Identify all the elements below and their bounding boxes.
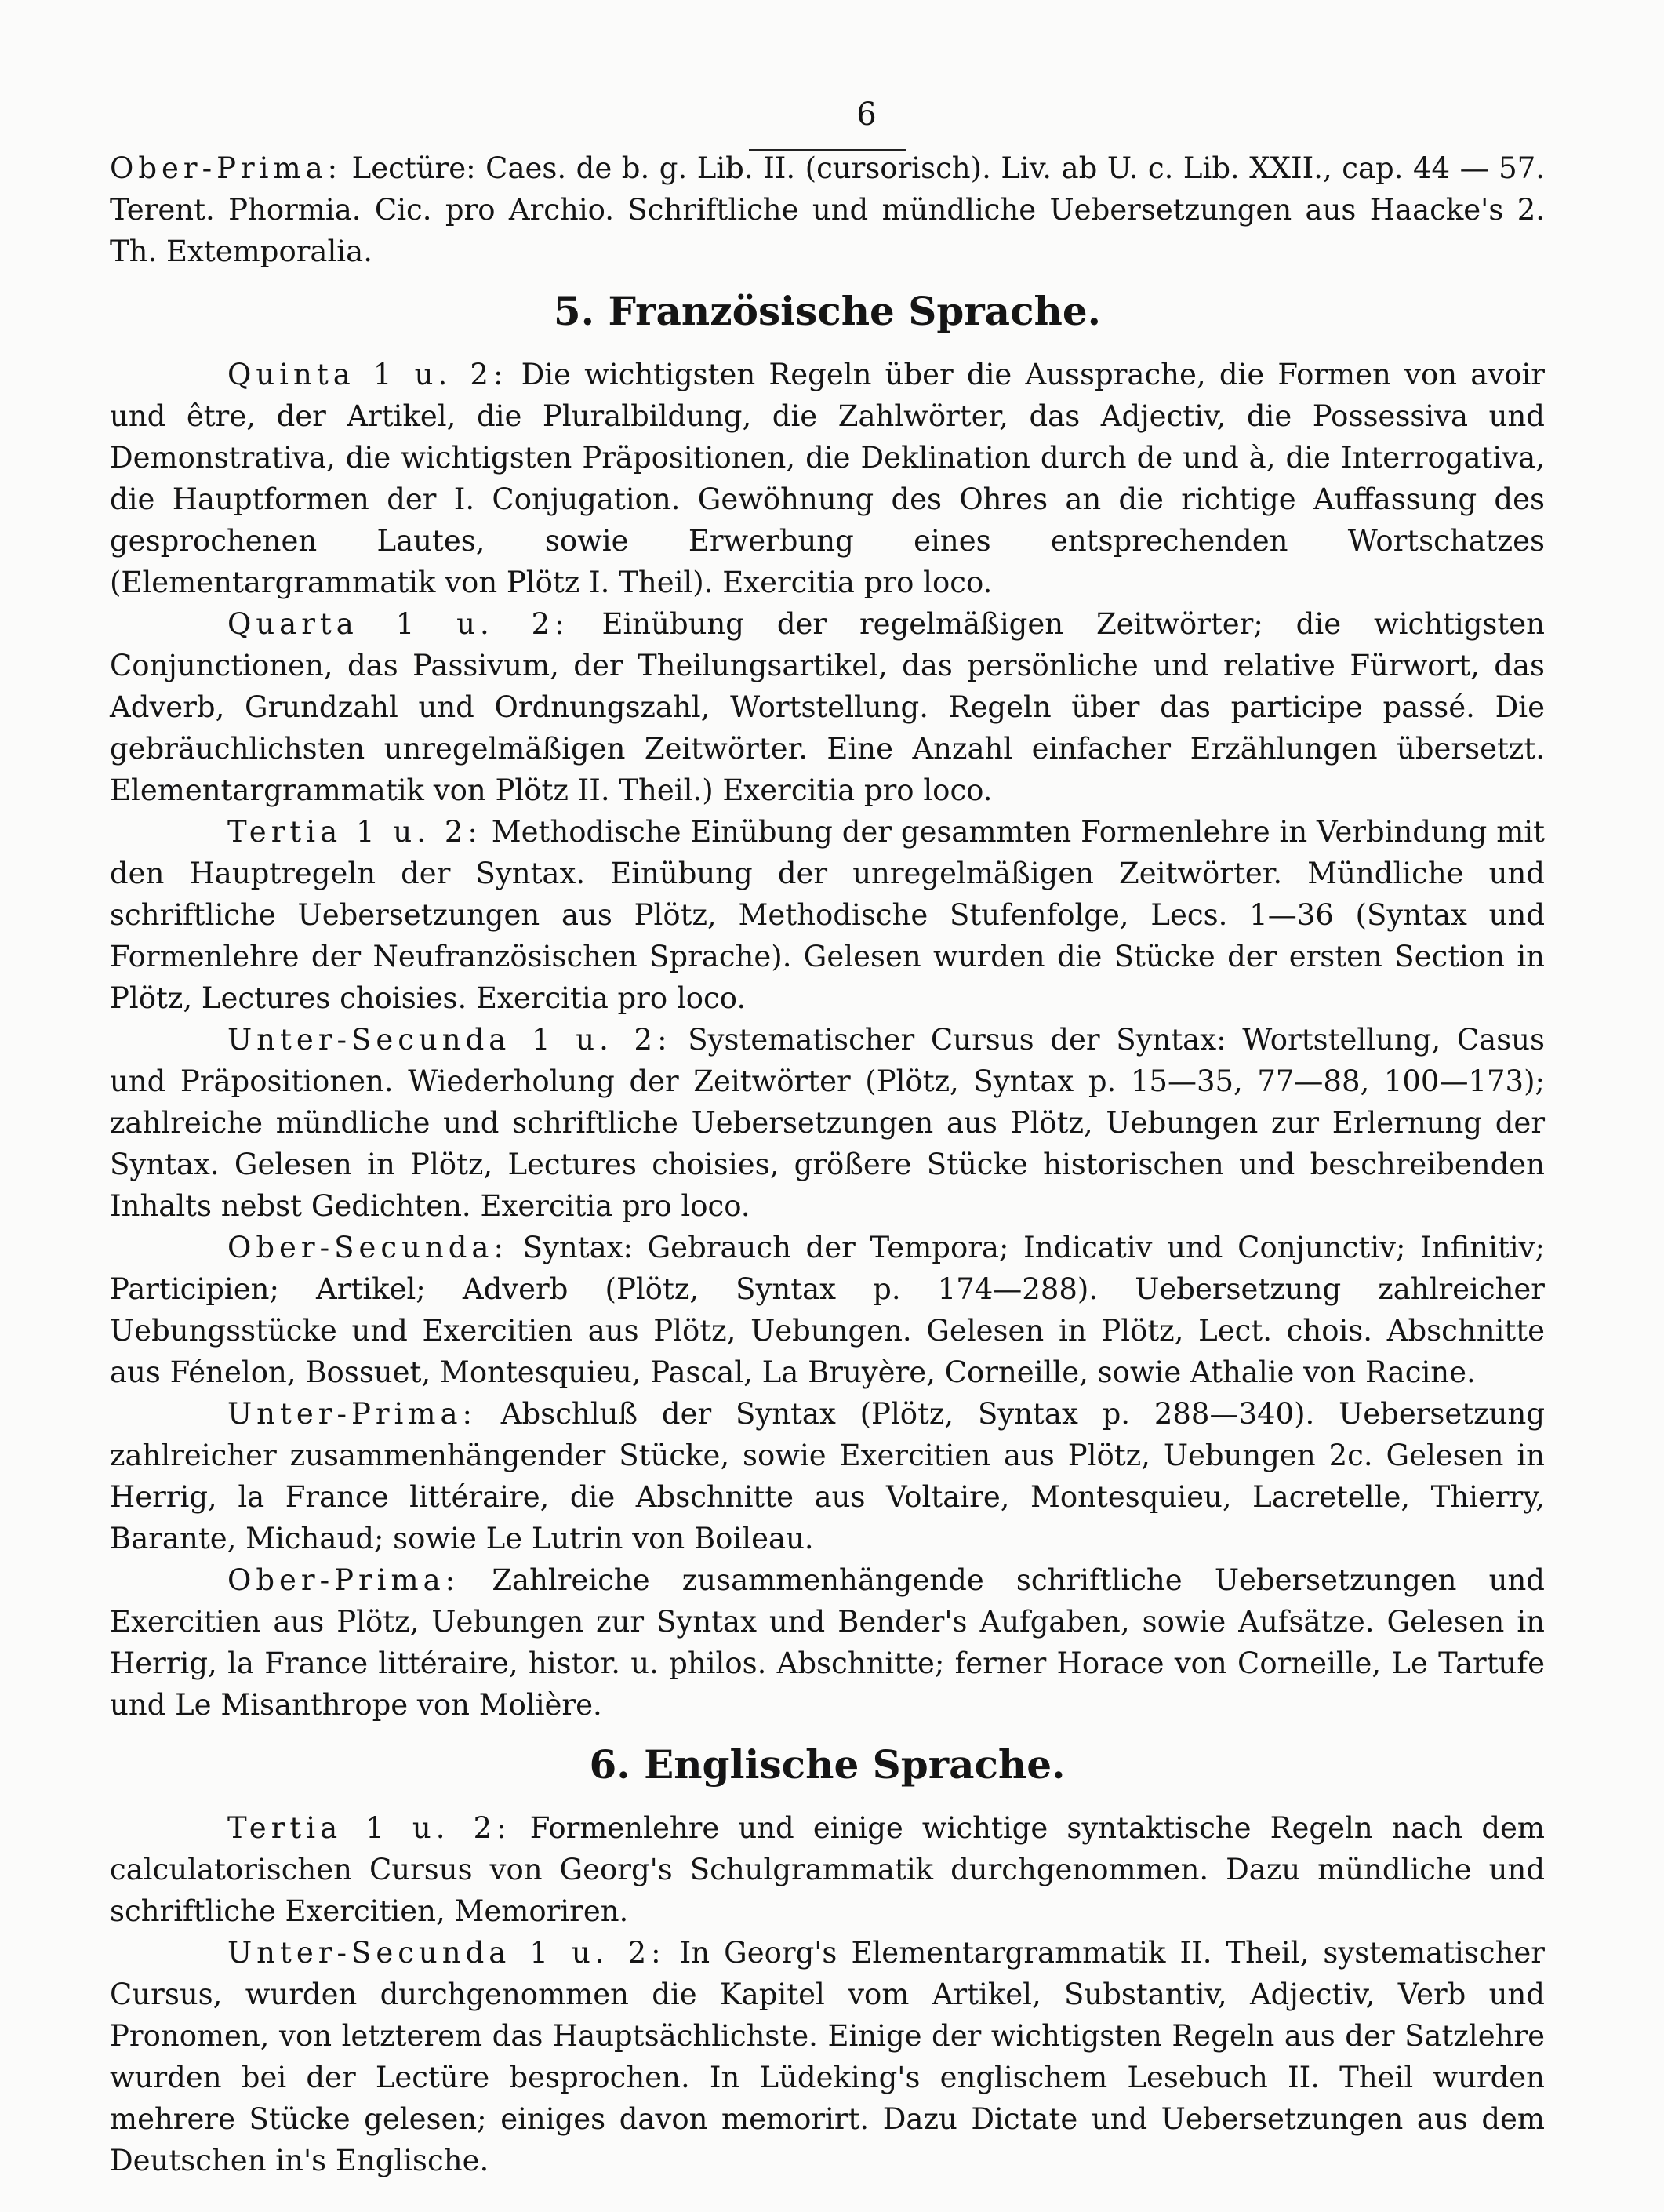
paragraph-text: Lectüre: Caes. de b. g. Lib. II. (cursorisch). Liv. ab U. c. Lib. XXII., cap. 44 — 57. Terent. Phormia. Cic. pro Archio. Schriftliche und mündliche Uebersetzungen aus Haacke's 2. Th. Extemporalia. xyxy=(110,151,1545,268)
document-page xyxy=(110,94,1545,2181)
paragraph-lead: Unter-Secunda 1 u. 2: xyxy=(227,1023,672,1057)
paragraph-lead: Ober-Prima: xyxy=(110,151,343,185)
paragraph-lead: Quinta 1 u. 2: xyxy=(227,358,508,391)
paragraph-lead: Ober-Secunda: xyxy=(227,1231,508,1264)
paragraph-lead: Quarta 1 u. 2: xyxy=(227,607,569,641)
fr-paragraph-unter-prima xyxy=(110,1393,1545,1559)
fr-paragraph-quinta xyxy=(110,354,1545,603)
fr-paragraph-ober-prima xyxy=(110,1559,1545,1726)
paragraph-text: Die wichtigsten Regeln über die Aussprache, die Formen von avoir und être, der Artikel, die Pluralbildung, die Zahlwörter, das Adjectiv, die Possessiva und Demonstrativa, die wichtigsten Präpositionen, die Deklination durch de und à, die Interrogativa, die Hauptformen der I. Conjugation. Gewöhnung des Ohres an die richtige Auffassung des gesprochenen Lautes, sowie Erwerbung eines entsprechenden Wortschatzes (Elementargrammatik von Plötz I. Theil). Exercitia pro loco. xyxy=(110,358,1545,599)
paragraph-text: Zahlreiche zusammenhängende schriftliche Uebersetzungen und Exercitien aus Plötz, Uebungen zur Syntax und Bender's Aufgaben, sowie Aufsätze. Gelesen in Herrig, la France littéraire, histor. u. philos. Abschnitte; ferner Horace von Corneille, Le Tartufe und Le Misanthrope von Molière. xyxy=(110,1563,1545,1722)
paragraph-lead: Tertia 1 u. 2: xyxy=(227,815,482,849)
en-paragraph-unter-secunda xyxy=(110,1932,1545,2181)
section-title-french: 5. Französische Sprache. xyxy=(553,288,1102,334)
paragraph-lead: Unter-Prima: xyxy=(227,1397,477,1431)
paragraph-text: Systematischer Cursus der Syntax: Wortstellung, Casus und Präpositionen. Wiederholung der Zeitwörter (Plötz, Syntax p. 15—35, 77—88, 100—173); zahlreiche mündliche und schriftliche Uebersetzungen aus Plötz, Uebungen zur Erlernung der Syntax. Gelesen in Plötz, Lectures choisies, größere Stücke historischen und beschreibenden Inhalts nebst Gedichten. Exercitia pro loco. xyxy=(110,1023,1545,1223)
fr-paragraph-ober-secunda xyxy=(110,1227,1545,1393)
section-title-english: 6. Englische Sprache. xyxy=(589,1741,1066,1788)
paragraph-text: Syntax: Gebrauch der Tempora; Indicativ und Conjunctiv; Infinitiv; Participien; Artikel; Adverb (Plötz, Syntax p. 174—288). Uebersetzung zahlreicher Uebungsstücke und Exercitien aus Plötz, Uebungen. Gelesen in Plötz, Lect. chois. Abschnitte aus Fénelon, Bossuet, Montesquieu, Pascal, La Bruyère, Corneille, sowie Athalie von Racine. xyxy=(110,1231,1545,1389)
paragraph-lead: Ober-Prima: xyxy=(227,1563,460,1597)
paragraph-text: Abschluß der Syntax (Plötz, Syntax p. 288—340). Uebersetzung zahlreicher zusammenhängender Stücke, sowie Exercitien aus Plötz, Uebungen 2c. Gelesen in Herrig, la France littéraire, die Abschnitte aus Voltaire, Montesquieu, Lacretelle, Thierry, Barante, Michaud; sowie Le Lutrin von Boileau. xyxy=(110,1397,1546,1555)
page-number-rule xyxy=(749,149,906,151)
en-paragraph-tertia xyxy=(110,1807,1545,1932)
fr-paragraph-unter-secunda xyxy=(110,1019,1545,1227)
paragraph-text: Formenlehre und einige wichtige syntaktische Regeln nach dem calculatorischen Cursus von Georg's Schulgrammatik durchgenommen. Dazu mündliche und schriftliche Exercitien, Memoriren. xyxy=(110,1811,1545,1928)
paragraph-text: In Georg's Elementargrammatik II. Theil, systematischer Cursus, wurden durchgenommen die Kapitel vom Artikel, Substantiv, Adjectiv, Verb und Pronomen, von letzterem das Hauptsächlichste. Einige der wichtigsten Regeln aus der Satzlehre wurden bei der Lectüre besprochen. In Lüdeking's englischem Lesebuch II. Theil wurden mehrere Stücke gelesen; einiges davon memorirt. Dazu Dictate und Uebersetzungen aus dem Deutschen in's Englische. xyxy=(110,1936,1545,2177)
fr-paragraph-tertia xyxy=(110,811,1545,1019)
paragraph-lead: Unter-Secunda 1 u. 2: xyxy=(227,1936,666,1970)
intro-paragraph xyxy=(110,147,1545,272)
paragraph-lead: Tertia 1 u. 2: xyxy=(227,1811,511,1845)
fr-paragraph-quarta xyxy=(110,603,1545,811)
paragraph-text: Einübung der regelmäßigen Zeitwörter; die wichtigsten Conjunctionen, das Passivum, der Theilungsartikel, das persönliche und relative Fürwort, das Adverb, Grundzahl und Ordnungszahl, Wortstellung. Regeln über das participe passé. Die gebräuchlichsten unregelmäßigen Zeitwörter. Eine Anzahl einfacher Erzählungen übersetzt. Elementargrammatik von Plötz II. Theil.) Exercitia pro loco. xyxy=(110,607,1545,807)
paragraph-text: Methodische Einübung der gesammten Formenlehre in Verbindung mit den Hauptregeln der Syntax. Einübung der unregelmäßigen Zeitwörter. Mündliche und schriftliche Uebersetzungen aus Plötz, Methodische Stufenfolge, Lecs. 1—36 (Syntax und Formenlehre der Neufranzösischen Sprache). Gelesen wurden die Stücke der ersten Section in Plötz, Lectures choisies. Exercitia pro loco. xyxy=(110,815,1545,1015)
page-number: 6 xyxy=(856,96,877,133)
